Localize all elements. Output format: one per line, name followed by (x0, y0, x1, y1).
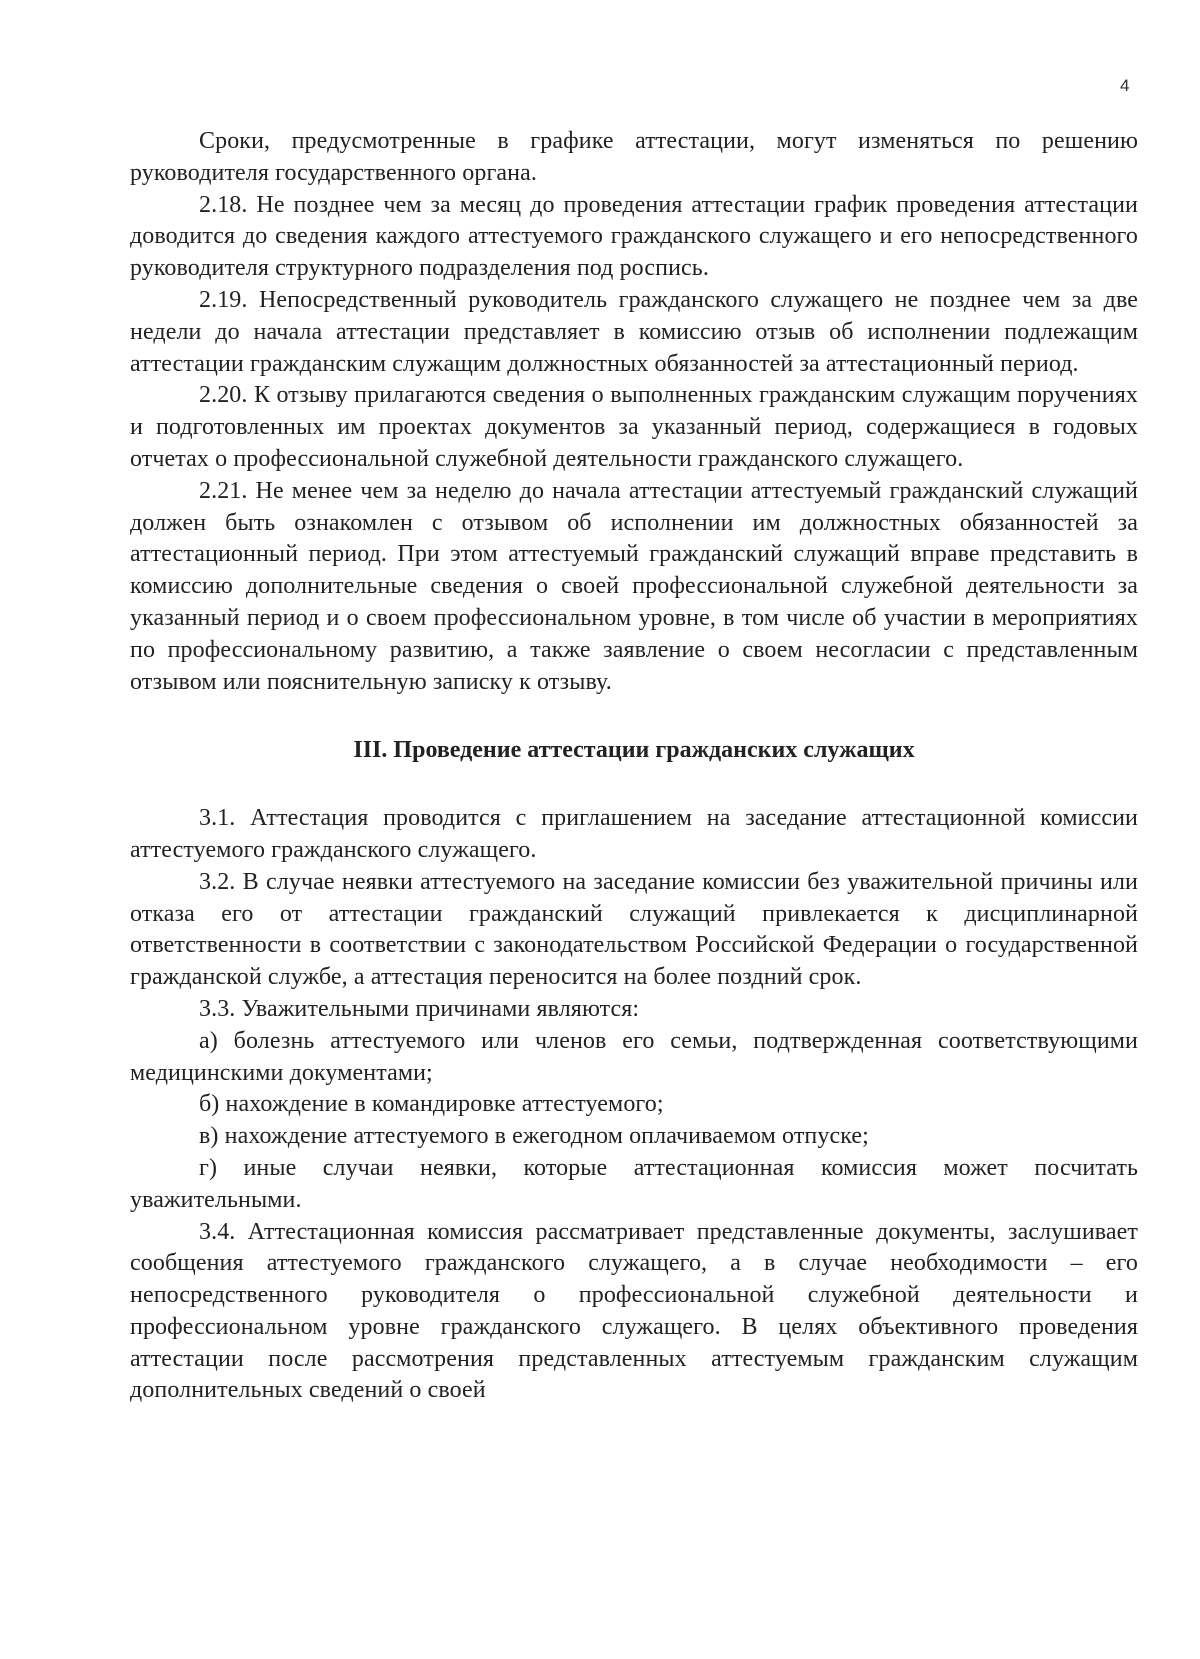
list-item-v: в) нахождение аттестуемого в ежегодном оплачиваемом отпуске; (199, 1123, 869, 1150)
page-number: 4 (1120, 76, 1130, 95)
paragraph-3-4: 3.4. Аттестационная комиссия рассматривает представленные документы, заслушивает сообщения аттестуемого гражданского служащего, а в случае необходимости – его непосредственного руководителя о профессиональной служебной деятельности и профессиональном уровне гражданского служащего. В целях объективного проведения аттестации после рассмотрения представленных аттестуемым гражданским служащим дополнительных сведений о своей (130, 1218, 1138, 1404)
paragraph-2-18: 2.18. Не позднее чем за месяц до проведения аттестации график проведения аттестации доводится до сведения каждого аттестуемого гражданского служащего и его непосредственного руководителя структурного подразделения под роспись. (130, 191, 1138, 282)
paragraph-2-20: 2.20. К отзыву прилагаются сведения о выполненных гражданским служащим поручениях и подготовленных им проектах документов за указанный период, содержащиеся в годовых отчетах о профессиональной служебной деятельности гражданского служащего. (130, 382, 1138, 472)
list-item-a: а) болезнь аттестуемого или членов его семьи, подтвержденная соответствующими медицинскими документами; (130, 1027, 1138, 1086)
paragraph-3-2: 3.2. В случае неявки аттестуемого на заседание комиссии без уважительной причины или отказа его от аттестации гражданский служащий привлекается к дисциплинарной ответственности в соответствии с законодательством Российской Федерации о государственной гражданской службе, а аттестация переносится на более поздний срок. (130, 868, 1138, 991)
document-body (130, 126, 1138, 1407)
paragraph: Сроки, предусмотренные в графике аттестации, могут изменяться по решению руководителя государственного органа. (130, 128, 1138, 186)
paragraph-2-19: 2.19. Непосредственный руководитель гражданского служащего не позднее чем за две недели до начала аттестации представляет в комиссию отзыв об исполнении подлежащим аттестации гражданским служащим должностных обязанностей за аттестационный период. (130, 286, 1138, 377)
paragraph-2-21: 2.21. Не менее чем за неделю до начала аттестации аттестуемый гражданский служащий должен быть ознакомлен с отзывом об исполнении им должностных обязанностей за аттестационный период. При этом аттестуемый гражданский служащий вправе представить в комиссию дополнительные сведения о своей профессиональной служебной деятельности за указанный период и о своем профессиональном уровне, в том числе об участии в мероприятиях по профессиональному развитию, а также заявление о своем несогласии с представленным отзывом или пояснительную записку к отзыву. (130, 477, 1138, 695)
paragraph-3-3: 3.3. Уважительными причинами являются: (199, 995, 640, 1022)
paragraph-3-1: 3.1. Аттестация проводится с приглашением на заседание аттестационной комиссии аттестуемого гражданского служащего. (130, 805, 1138, 863)
list-item-b: б) нахождение в командировке аттестуемого; (199, 1091, 664, 1118)
section-heading: III. Проведение аттестации гражданских служащих (353, 737, 915, 764)
list-item-g: г) иные случаи неявки, которые аттестационная комиссия может посчитать уважительными. (130, 1154, 1138, 1213)
